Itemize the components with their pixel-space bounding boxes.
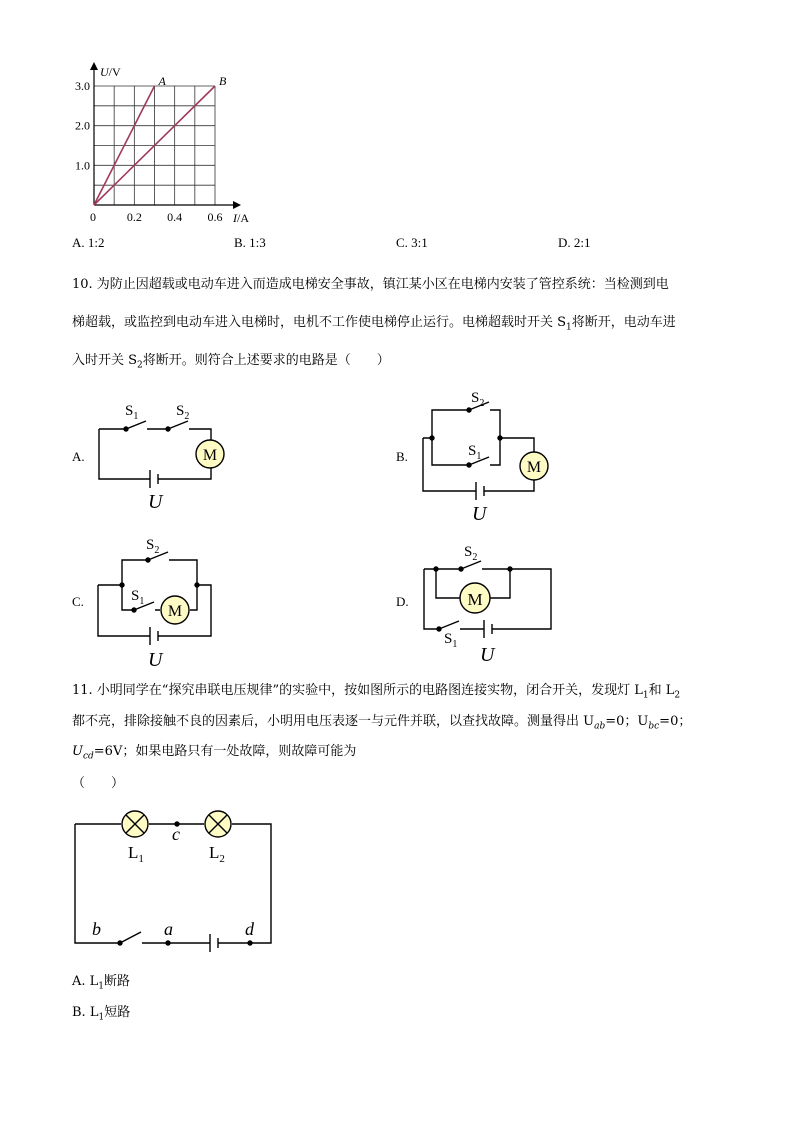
q11-option-a[interactable]: A. $L_1$断路 (72, 974, 131, 992)
y-axis-label: U/V (100, 65, 121, 79)
q10-option-b-label[interactable]: B. (396, 449, 408, 464)
svg-text:d: d (245, 919, 254, 939)
q11-option-b[interactable]: B. $L_1$短路 (72, 1005, 131, 1023)
svg-text:b: b (92, 919, 101, 939)
svg-text:a: a (164, 919, 173, 939)
svg-text:S1: $S_1$ (125, 403, 139, 422)
q11-line-2: 都不亮，排除接触不良的因素后，小明用电压表逐一与元件并联，以查找故障。测量得出 $U_{ab}=0$；$U_{bc}=0$； (72, 714, 692, 732)
svg-text:U: U (480, 644, 495, 666)
q10-line-3: 入时开关 $S_2$将断开。则符合上述要求的电路是（ ） (72, 353, 390, 371)
svg-text:U: U (148, 649, 163, 670)
circuit-q11 (70, 805, 280, 960)
circuit-d (415, 530, 565, 670)
source-label: U (148, 491, 163, 513)
y-axis-arrow (90, 62, 98, 70)
svg-text:M: M (526, 459, 542, 476)
q10-line-1: 10. 为防止因超载或电动车进入而造成电梯安全事故，镇江某小区在电梯内安装了管控系统：当检测到电 (72, 277, 669, 292)
svg-text:M: M (467, 590, 483, 609)
origin-label: 0 (90, 210, 96, 224)
q10-option-a-label[interactable]: A. (72, 449, 85, 464)
svg-text:M: M (167, 603, 183, 620)
series-label-A: A (158, 74, 166, 88)
option-b[interactable]: B. 1:3 (234, 235, 266, 250)
svg-text:c: c (172, 824, 180, 844)
series-label-B: B (219, 74, 227, 88)
y-tick-label: 2.0 (75, 118, 90, 133)
q10-line-2: 梯超载，或监控到电动车进入电梯时，电机不工作使电梯停止运行。电梯超载时开关 $S_1$将断开，电动车进 (72, 315, 676, 333)
option-c[interactable]: C. 3:1 (396, 235, 428, 250)
ui-graph (60, 55, 270, 230)
circuit-a (90, 395, 230, 515)
x-axis-arrow (233, 201, 241, 209)
option-a[interactable]: A. 1:2 (72, 235, 105, 250)
q11-line-1: 11. 小明同学在“探究串联电压规律”的实验中，按如图所示的电路图连接实物，闭合开关，发现灯 $L_1$和 $L_2$ (72, 683, 681, 701)
q11-paren: （ ） (72, 776, 125, 791)
circuit-c (90, 530, 230, 670)
x-axis-label: I/A (233, 211, 249, 225)
svg-text:S1: $S_1$ (468, 443, 482, 462)
svg-text:S1: $S_1$ (444, 631, 458, 650)
y-tick-label: 3.0 (75, 79, 90, 93)
q10-option-d-label[interactable]: D. (396, 594, 409, 609)
motor-label: M (202, 447, 218, 464)
svg-text:U: U (472, 503, 487, 525)
svg-text:S2: $S_2$ (176, 403, 190, 422)
option-d[interactable]: D. 2:1 (558, 235, 591, 250)
x-tick-label: 0.6 (207, 210, 223, 224)
svg-text:L2: $L_2$ (209, 843, 225, 865)
x-tick-label: 0.4 (167, 210, 183, 224)
q10-option-c-label[interactable]: C. (72, 594, 84, 609)
circuit-b (415, 385, 565, 525)
svg-text:L1: $L_1$ (128, 843, 144, 865)
svg-text:S2: $S_2$ (146, 537, 160, 556)
svg-text:S2: $S_2$ (464, 544, 478, 563)
y-tick-label: 1.0 (75, 158, 90, 173)
q11-line-3: $U_{cd}=6V$；如果电路只有一处故障，则故障可能为 (72, 744, 357, 762)
x-tick-label: 0.2 (126, 210, 142, 224)
svg-text:S1: $S_1$ (131, 588, 145, 607)
svg-text:S2: $S_2$ (471, 390, 485, 409)
